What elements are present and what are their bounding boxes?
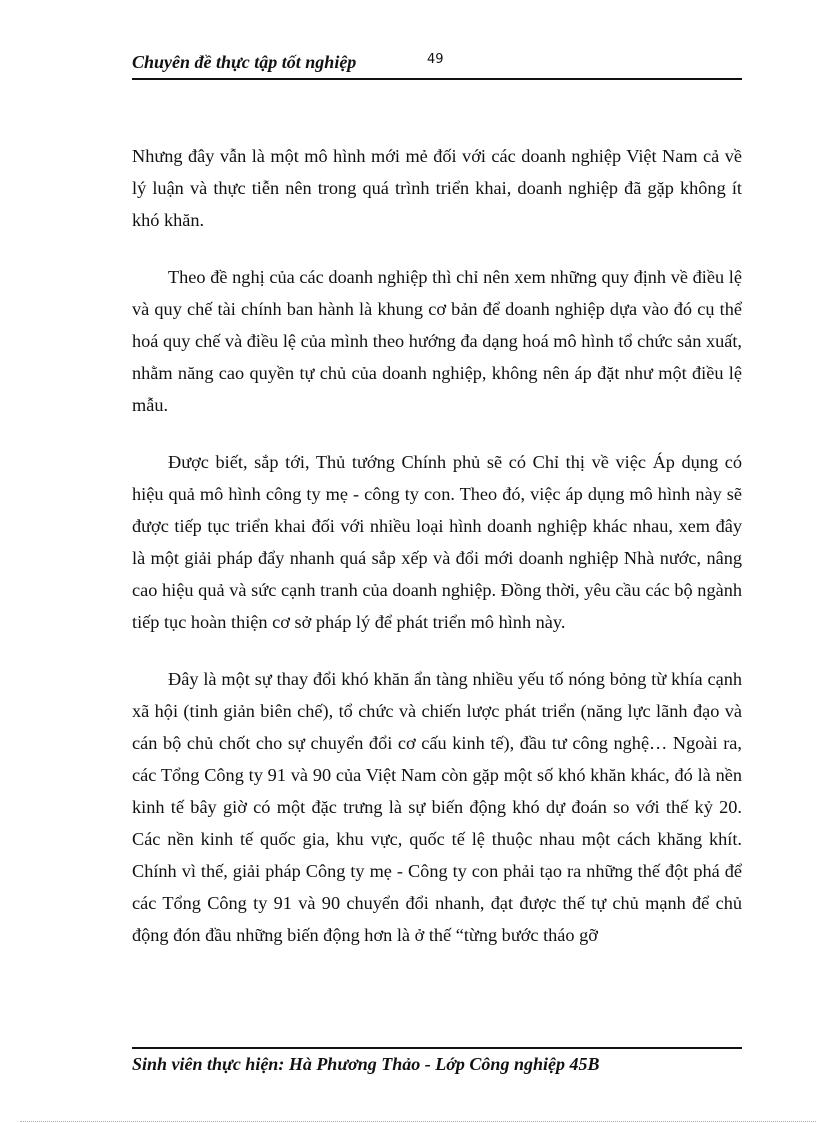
footer-author-line: Sinh viên thực hiện: Hà Phương Thảo - Lớp Công nghiệp 45B [132, 1054, 600, 1074]
document-title: Chuyên đề thực tập tốt nghiệp [132, 52, 357, 72]
page-edge-divider [20, 1121, 816, 1122]
page-number: 49 [427, 52, 444, 67]
paragraph-4: Đây là một sự thay đổi khó khăn ẩn tàng nhiều yếu tố nóng bỏng từ khía cạnh xã hội (tinh giản biên chế), tổ chức và chiến lược phát triển (năng lực lãnh đạo và cán bộ chủ chốt cho sự chuyển đổi cơ cấu kinh tế), đầu tư công nghệ… Ngoài ra, các Tổng Công ty 91 và 90 của Việt Nam còn gặp một số khó khăn khác, đó là nền kinh tế bây giờ có một đặc trưng là sự biến động khó dự đoán so với thế kỷ 20. Các nền kinh tế quốc gia, khu vực, quốc tế lệ thuộc nhau một cách khăng khít. Chính vì thế, giải pháp Công ty mẹ - Công ty con phải tạo ra những thế đột phá để các Tổng Công ty 91 và 90 chuyển đổi nhanh, đạt được thế tự chủ mạnh để chủ động đón đầu những biến động hơn là ở thế “từng bước tháo gỡ [132, 669, 742, 945]
paragraph-3: Được biết, sắp tới, Thủ tướng Chính phủ sẽ có Chỉ thị về việc Áp dụng có hiệu quả mô hình công ty mẹ - công ty con. Theo đó, việc áp dụng mô hình này sẽ được tiếp tục triển khai đối với nhiều loại hình doanh nghiệp khác nhau, xem đây là một giải pháp đẩy nhanh quá sắp xếp và đổi mới doanh nghiệp Nhà nước, nâng cao hiệu quả và sức cạnh tranh của doanh nghiệp. Đồng thời, yêu cầu các bộ ngành tiếp tục hoàn thiện cơ sở pháp lý để phát triển mô hình này. [132, 452, 742, 632]
document-body [132, 140, 742, 976]
paragraph-2: Theo đề nghị của các doanh nghiệp thì chỉ nên xem những quy định về điều lệ và quy chế tài chính ban hành là khung cơ bản để doanh nghiệp dựa vào đó cụ thể hoá quy chế và điều lệ của mình theo hướng đa dạng hoá mô hình tổ chức sản xuất, nhằm năng cao quyền tự chủ của doanh nghiệp, không nên áp đặt như một điều lệ mẫu. [132, 267, 742, 415]
page-footer [132, 1047, 742, 1075]
page-header [132, 50, 742, 80]
paragraph-1: Nhưng đây vẫn là một mô hình mới mẻ đối với các doanh nghiệp Việt Nam cả về lý luận và thực tiễn nên trong quá trình triển khai, doanh nghiệp đã gặp không ít khó khăn. [132, 146, 742, 230]
